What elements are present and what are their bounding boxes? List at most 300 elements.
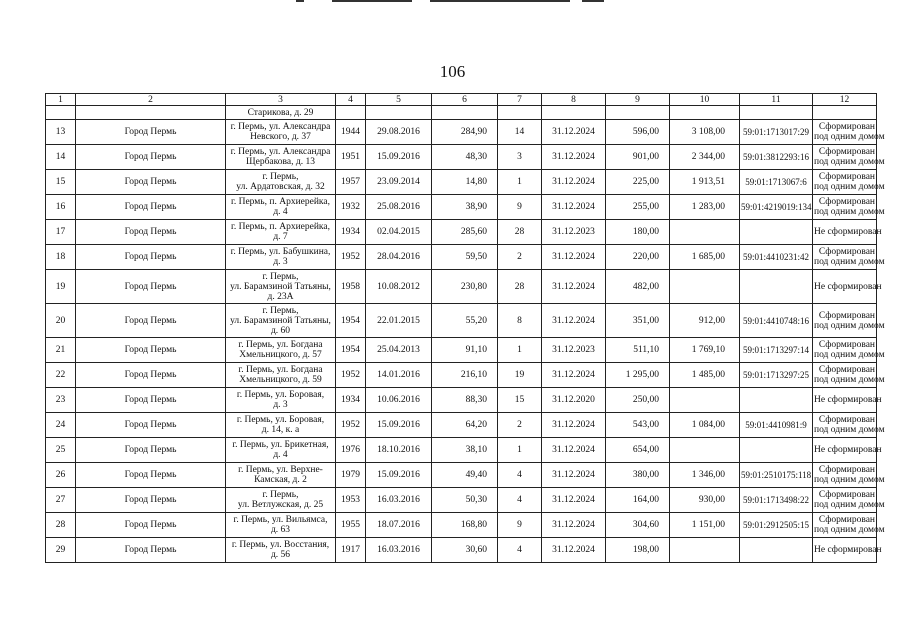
cadastral-cell: 59:01:1713498:22 <box>740 488 813 513</box>
date-cell: 15.09.2016 <box>366 145 432 170</box>
area-cell: 216,10 <box>432 363 498 388</box>
date-cell: 22.01.2015 <box>366 304 432 338</box>
residents-cell: 8 <box>498 304 542 338</box>
address-cell-line: Хмельницкого, д. 57 <box>239 350 322 360</box>
city-cell: Город Пермь <box>76 513 226 538</box>
city-cell: Город Пермь <box>76 270 226 304</box>
table-row <box>46 195 877 220</box>
table-row <box>46 170 877 195</box>
land-area-cell: 164,00 <box>606 488 670 513</box>
row-number: 15 <box>46 170 76 195</box>
residents-cell: 28 <box>498 270 542 304</box>
status-cell-line: Сформирован <box>818 147 875 157</box>
cadastral-cell: 59:01:4410981:9 <box>740 413 813 438</box>
year-cell: 1976 <box>336 438 366 463</box>
land-area-cell: 180,00 <box>606 220 670 245</box>
table-row <box>46 513 877 538</box>
status-cell-line: Не сформирован <box>814 395 882 405</box>
row-number: 14 <box>46 145 76 170</box>
date-cell: 10.06.2016 <box>366 388 432 413</box>
address-cell-line: ул. Барамзиной Татьяны, <box>230 281 331 292</box>
area-cell: 284,90 <box>432 120 498 145</box>
status-cell-line: под одним домом <box>814 425 885 435</box>
address-cell <box>226 170 336 195</box>
land-area-cell: 250,00 <box>606 388 670 413</box>
year-cell: 1957 <box>336 170 366 195</box>
cadastral-cell <box>740 270 813 304</box>
status-cell-line: под одним домом <box>814 475 885 485</box>
address-cell <box>226 338 336 363</box>
address-cell <box>226 388 336 413</box>
row-number: 29 <box>46 538 76 563</box>
cadastral-cell: 59:01:2510175:118 <box>740 463 813 488</box>
cadastral-cell: 59:01:3812293:16 <box>740 145 813 170</box>
area-cell: 38,90 <box>432 195 498 220</box>
city-cell: Город Пермь <box>76 413 226 438</box>
status-cell-line: под одним домом <box>814 500 885 510</box>
address-cell-line: Щербакова, д. 13 <box>246 157 315 167</box>
year-cell: 1917 <box>336 538 366 563</box>
sum-cell <box>670 220 740 245</box>
status-cell <box>813 413 885 438</box>
status-cell <box>813 270 882 304</box>
cadastral-cell: 59:01:4219019:134 <box>740 195 813 220</box>
sum-cell: 3 108,00 <box>670 120 740 145</box>
status-cell-line: под одним домом <box>814 375 885 385</box>
land-area-cell: 255,00 <box>606 195 670 220</box>
area-cell: 50,30 <box>432 488 498 513</box>
cadastral-cell <box>740 220 813 245</box>
land-area-cell: 220,00 <box>606 245 670 270</box>
land-area-cell: 1 295,00 <box>606 363 670 388</box>
residents-cell: 1 <box>498 438 542 463</box>
status-cell <box>813 363 885 388</box>
date-cell: 15.09.2016 <box>366 463 432 488</box>
residents-cell: 3 <box>498 145 542 170</box>
deadline-cell: 31.12.2024 <box>542 170 606 195</box>
deadline-cell: 31.12.2020 <box>542 388 606 413</box>
row-number: 28 <box>46 513 76 538</box>
address-cell-line: д. 4 <box>273 207 288 217</box>
row-number: 17 <box>46 220 76 245</box>
year-cell: 1953 <box>336 488 366 513</box>
address-cell-line: г. Пермь, ул. Вильямса, <box>233 515 328 525</box>
status-cell-line: Сформирован <box>818 515 875 525</box>
address-cell <box>226 438 336 463</box>
address-cell-line: Хмельницкого, д. 59 <box>239 375 322 385</box>
land-area-cell: 380,00 <box>606 463 670 488</box>
status-cell-line: под одним домом <box>814 525 885 535</box>
header-cell: 11 <box>740 94 813 106</box>
deadline-cell: 31.12.2024 <box>542 304 606 338</box>
page-number: 106 <box>439 62 466 81</box>
area-cell: 55,20 <box>432 304 498 338</box>
address-cell <box>226 120 336 145</box>
address-cell-line: г. Пермь, ул. Боровая, <box>236 415 325 425</box>
address-cell <box>226 488 336 513</box>
address-cell-line: г. Пермь, ул. Богдана <box>238 340 323 350</box>
address-cell <box>226 363 336 388</box>
date-cell: 16.03.2016 <box>366 538 432 563</box>
table-row <box>46 270 877 304</box>
address-cell-line: ул. Ветлужская, д. 25 <box>237 500 324 510</box>
deadline-cell: 31.12.2024 <box>542 513 606 538</box>
date-cell: 25.08.2016 <box>366 195 432 220</box>
area-cell: 88,30 <box>432 388 498 413</box>
address-cell-line: д. 23А <box>267 291 294 302</box>
address-cell-line: г. Пермь, <box>262 490 299 500</box>
sum-cell: 1 283,00 <box>670 195 740 220</box>
city-cell: Город Пермь <box>76 145 226 170</box>
status-cell-line: Сформирован <box>818 415 875 425</box>
city-cell: Город Пермь <box>76 220 226 245</box>
city-cell: Город Пермь <box>76 245 226 270</box>
status-cell-line: под одним домом <box>814 257 885 267</box>
deadline-cell: 31.12.2024 <box>542 145 606 170</box>
cadastral-cell <box>740 538 813 563</box>
table-row <box>46 413 877 438</box>
date-cell: 10.08.2012 <box>366 270 432 304</box>
scan-artifact <box>430 0 570 2</box>
city-cell: Город Пермь <box>76 120 226 145</box>
header-cell: 2 <box>76 94 226 106</box>
status-cell <box>813 245 885 270</box>
address-cell-line: г. Пермь, <box>262 172 299 182</box>
cadastral-cell: 59:01:4410748:16 <box>740 304 813 338</box>
year-cell: 1952 <box>336 413 366 438</box>
area-cell: 285,60 <box>432 220 498 245</box>
residents-cell: 1 <box>498 338 542 363</box>
row-number: 16 <box>46 195 76 220</box>
header-cell: 5 <box>366 94 432 106</box>
city-cell: Город Пермь <box>76 438 226 463</box>
year-cell: 1944 <box>336 120 366 145</box>
sum-cell <box>670 538 740 563</box>
address-cell-line: г. Пермь, ул. Бабушкина, <box>230 247 331 257</box>
housing-table <box>45 93 885 563</box>
year-cell: 1958 <box>336 270 366 304</box>
city-cell: Город Пермь <box>76 488 226 513</box>
status-cell <box>813 170 885 195</box>
area-cell: 49,40 <box>432 463 498 488</box>
area-cell: 91,10 <box>432 338 498 363</box>
residents-cell: 4 <box>498 538 542 563</box>
land-area-cell: 304,60 <box>606 513 670 538</box>
year-cell: 1934 <box>336 220 366 245</box>
sum-cell: 1 084,00 <box>670 413 740 438</box>
date-cell: 28.04.2016 <box>366 245 432 270</box>
date-cell: 16.03.2016 <box>366 488 432 513</box>
table-row <box>46 438 877 463</box>
row-number: 21 <box>46 338 76 363</box>
sum-cell <box>670 438 740 463</box>
header-cell: 4 <box>336 94 366 106</box>
table-row <box>46 220 877 245</box>
row-number: 13 <box>46 120 76 145</box>
deadline-cell: 31.12.2024 <box>542 120 606 145</box>
deadline-cell: 31.12.2024 <box>542 363 606 388</box>
deadline-cell: 31.12.2024 <box>542 538 606 563</box>
header-cell: 8 <box>542 94 606 106</box>
cadastral-cell: 59:01:1713297:25 <box>740 363 813 388</box>
header-cell: 6 <box>432 94 498 106</box>
header-row <box>46 94 877 106</box>
status-cell <box>813 220 882 245</box>
status-cell-line: Сформирован <box>818 197 875 207</box>
cadastral-cell <box>740 388 813 413</box>
address-cell-line: ул. Барамзиной Татьяны, <box>230 315 331 326</box>
date-cell: 23.09.2014 <box>366 170 432 195</box>
status-cell-line: под одним домом <box>814 132 885 142</box>
residents-cell: 1 <box>498 170 542 195</box>
address-cell-line: Невского, д. 37 <box>250 132 311 142</box>
deadline-cell: 31.12.2024 <box>542 413 606 438</box>
status-cell <box>813 488 885 513</box>
cadastral-cell: 59:01:4410231:42 <box>740 245 813 270</box>
city-cell: Город Пермь <box>76 363 226 388</box>
address-cell-line: г. Пермь, ул. Богдана <box>238 365 323 375</box>
area-cell: 230,80 <box>432 270 498 304</box>
sum-cell: 2 344,00 <box>670 145 740 170</box>
scan-artifact <box>582 0 604 2</box>
address-cell-line: г. Пермь, ул. Александра <box>230 147 331 157</box>
date-cell: 15.09.2016 <box>366 413 432 438</box>
residents-cell: 19 <box>498 363 542 388</box>
land-area-cell: 351,00 <box>606 304 670 338</box>
date-cell: 25.04.2013 <box>366 338 432 363</box>
sum-cell: 930,00 <box>670 488 740 513</box>
land-area-cell: 596,00 <box>606 120 670 145</box>
status-cell-line: Не сформирован <box>814 545 882 555</box>
status-cell <box>813 195 885 220</box>
status-cell <box>813 438 882 463</box>
scan-artifact <box>332 0 412 2</box>
status-cell <box>813 145 885 170</box>
status-cell-line: Сформирован <box>818 247 875 257</box>
table-row <box>46 120 877 145</box>
row-number: 26 <box>46 463 76 488</box>
year-cell: 1954 <box>336 338 366 363</box>
date-cell: 02.04.2015 <box>366 220 432 245</box>
header-cell: 9 <box>606 94 670 106</box>
year-cell: 1955 <box>336 513 366 538</box>
year-cell: 1932 <box>336 195 366 220</box>
address-cell-line: г. Пермь, ул. Александра <box>230 122 331 132</box>
address-cell <box>226 304 336 338</box>
residents-cell: 9 <box>498 513 542 538</box>
row-number: 27 <box>46 488 76 513</box>
year-cell: 1979 <box>336 463 366 488</box>
city-cell: Город Пермь <box>76 338 226 363</box>
land-area-cell: 225,00 <box>606 170 670 195</box>
deadline-cell: 31.12.2023 <box>542 338 606 363</box>
land-area-cell: 901,00 <box>606 145 670 170</box>
sum-cell: 1 485,00 <box>670 363 740 388</box>
year-cell: 1934 <box>336 388 366 413</box>
continuation-row <box>46 106 877 120</box>
date-cell: 14.01.2016 <box>366 363 432 388</box>
status-cell-line: Сформирован <box>818 310 875 321</box>
table-row <box>46 388 877 413</box>
row-number: 22 <box>46 363 76 388</box>
header-cell: 1 <box>46 94 76 106</box>
status-cell-line: под одним домом <box>814 350 885 360</box>
area-cell: 14,80 <box>432 170 498 195</box>
row-number: 23 <box>46 388 76 413</box>
address-cell-line: г. Пермь, ул. Верхне- <box>238 465 323 475</box>
deadline-cell: 31.12.2024 <box>542 270 606 304</box>
address-cell-line: г. Пермь, п. Архиерейка, <box>231 197 330 207</box>
address-cell-line: д. 56 <box>270 550 291 560</box>
city-cell: Город Пермь <box>76 170 226 195</box>
sum-cell <box>670 388 740 413</box>
table-row <box>46 338 877 363</box>
city-cell: Город Пермь <box>76 304 226 338</box>
address-cell-line: г. Пермь, п. Архиерейка, <box>231 222 330 232</box>
cadastral-cell: 59:01:2912505:15 <box>740 513 813 538</box>
city-cell: Город Пермь <box>76 463 226 488</box>
status-cell-line: Сформирован <box>818 172 875 182</box>
land-area-cell: 511,10 <box>606 338 670 363</box>
table-row <box>46 304 877 338</box>
address-cell-line: д. 7 <box>273 232 288 242</box>
address-cell <box>226 220 336 245</box>
sum-cell: 912,00 <box>670 304 740 338</box>
deadline-cell: 31.12.2023 <box>542 220 606 245</box>
status-cell-line: Сформирован <box>818 465 875 475</box>
cadastral-cell: 59:01:1713017:29 <box>740 120 813 145</box>
continuation-address: Старикова, д. 29 <box>226 106 336 120</box>
table-body <box>46 94 885 563</box>
status-cell <box>813 513 885 538</box>
status-cell <box>813 338 885 363</box>
residents-cell: 15 <box>498 388 542 413</box>
address-cell-line: д. 3 <box>273 400 288 410</box>
residents-cell: 28 <box>498 220 542 245</box>
row-number: 24 <box>46 413 76 438</box>
address-cell <box>226 513 336 538</box>
area-cell: 64,20 <box>432 413 498 438</box>
status-cell-line: под одним домом <box>814 182 885 192</box>
header-cell: 7 <box>498 94 542 106</box>
address-cell-line: д. 4 <box>273 450 288 460</box>
address-cell <box>226 145 336 170</box>
area-cell: 168,80 <box>432 513 498 538</box>
status-cell-line: под одним домом <box>814 157 885 167</box>
address-cell-line: д. 14, к. а <box>261 425 300 435</box>
row-number: 19 <box>46 270 76 304</box>
address-cell <box>226 463 336 488</box>
land-area-cell: 543,00 <box>606 413 670 438</box>
status-cell-line: Сформирован <box>818 365 875 375</box>
address-cell-line: д. 63 <box>270 525 291 535</box>
address-cell-line: ул. Ардатовская, д. 32 <box>236 182 325 192</box>
table-row <box>46 538 877 563</box>
table-row <box>46 145 877 170</box>
status-cell <box>813 538 882 563</box>
status-cell-line: Не сформирован <box>814 227 882 237</box>
status-cell-line: Сформирован <box>818 490 875 500</box>
city-cell: Город Пермь <box>76 388 226 413</box>
address-cell-line: Камская, д. 2 <box>254 475 307 485</box>
area-cell: 59,50 <box>432 245 498 270</box>
address-cell <box>226 195 336 220</box>
area-cell: 30,60 <box>432 538 498 563</box>
deadline-cell: 31.12.2024 <box>542 195 606 220</box>
address-cell-line: г. Пермь, ул. Боровая, <box>236 390 325 400</box>
sum-cell: 1 151,00 <box>670 513 740 538</box>
deadline-cell: 31.12.2024 <box>542 438 606 463</box>
sum-cell: 1 769,10 <box>670 338 740 363</box>
cadastral-cell: 59:01:1713067:6 <box>740 170 813 195</box>
city-cell: Город Пермь <box>76 195 226 220</box>
sum-cell <box>670 270 740 304</box>
residents-cell: 4 <box>498 488 542 513</box>
residents-cell: 9 <box>498 195 542 220</box>
table-row <box>46 488 877 513</box>
year-cell: 1952 <box>336 245 366 270</box>
sum-cell: 1 346,00 <box>670 463 740 488</box>
scan-artifact <box>296 0 304 2</box>
deadline-cell: 31.12.2024 <box>542 245 606 270</box>
status-cell <box>813 304 885 338</box>
row-number: 20 <box>46 304 76 338</box>
row-number: 25 <box>46 438 76 463</box>
table-row <box>46 363 877 388</box>
status-cell-line: Не сформирован <box>814 445 882 455</box>
sum-cell: 1 913,51 <box>670 170 740 195</box>
status-cell <box>813 120 885 145</box>
header-cell: 12 <box>813 94 877 106</box>
address-cell-line: д. 60 <box>270 325 291 336</box>
year-cell: 1954 <box>336 304 366 338</box>
deadline-cell: 31.12.2024 <box>542 463 606 488</box>
land-area-cell: 198,00 <box>606 538 670 563</box>
address-cell-line: д. 3 <box>273 257 288 267</box>
address-cell-line: г. Пермь, ул. Восстания, <box>231 540 330 550</box>
year-cell: 1952 <box>336 363 366 388</box>
status-cell <box>813 388 882 413</box>
status-cell-line: Сформирован <box>818 122 875 132</box>
residents-cell: 4 <box>498 463 542 488</box>
header-cell: 3 <box>226 94 336 106</box>
date-cell: 29.08.2016 <box>366 120 432 145</box>
residents-cell: 2 <box>498 413 542 438</box>
status-cell-line: Сформирован <box>818 340 875 350</box>
date-cell: 18.07.2016 <box>366 513 432 538</box>
address-cell-line: г. Пермь, <box>262 271 299 282</box>
residents-cell: 14 <box>498 120 542 145</box>
address-cell <box>226 270 336 304</box>
area-cell: 48,30 <box>432 145 498 170</box>
land-area-cell: 482,00 <box>606 270 670 304</box>
address-cell-line: г. Пермь, ул. Брикетная, <box>232 440 329 450</box>
year-cell: 1951 <box>336 145 366 170</box>
table-row <box>46 463 877 488</box>
deadline-cell: 31.12.2024 <box>542 488 606 513</box>
status-cell <box>813 463 885 488</box>
sum-cell: 1 685,00 <box>670 245 740 270</box>
table-row <box>46 245 877 270</box>
residents-cell: 2 <box>498 245 542 270</box>
status-cell-line: под одним домом <box>814 207 885 217</box>
date-cell: 18.10.2016 <box>366 438 432 463</box>
area-cell: 38,10 <box>432 438 498 463</box>
status-cell-line: под одним домом <box>814 320 885 331</box>
header-cell: 10 <box>670 94 740 106</box>
address-cell <box>226 245 336 270</box>
row-number: 18 <box>46 245 76 270</box>
